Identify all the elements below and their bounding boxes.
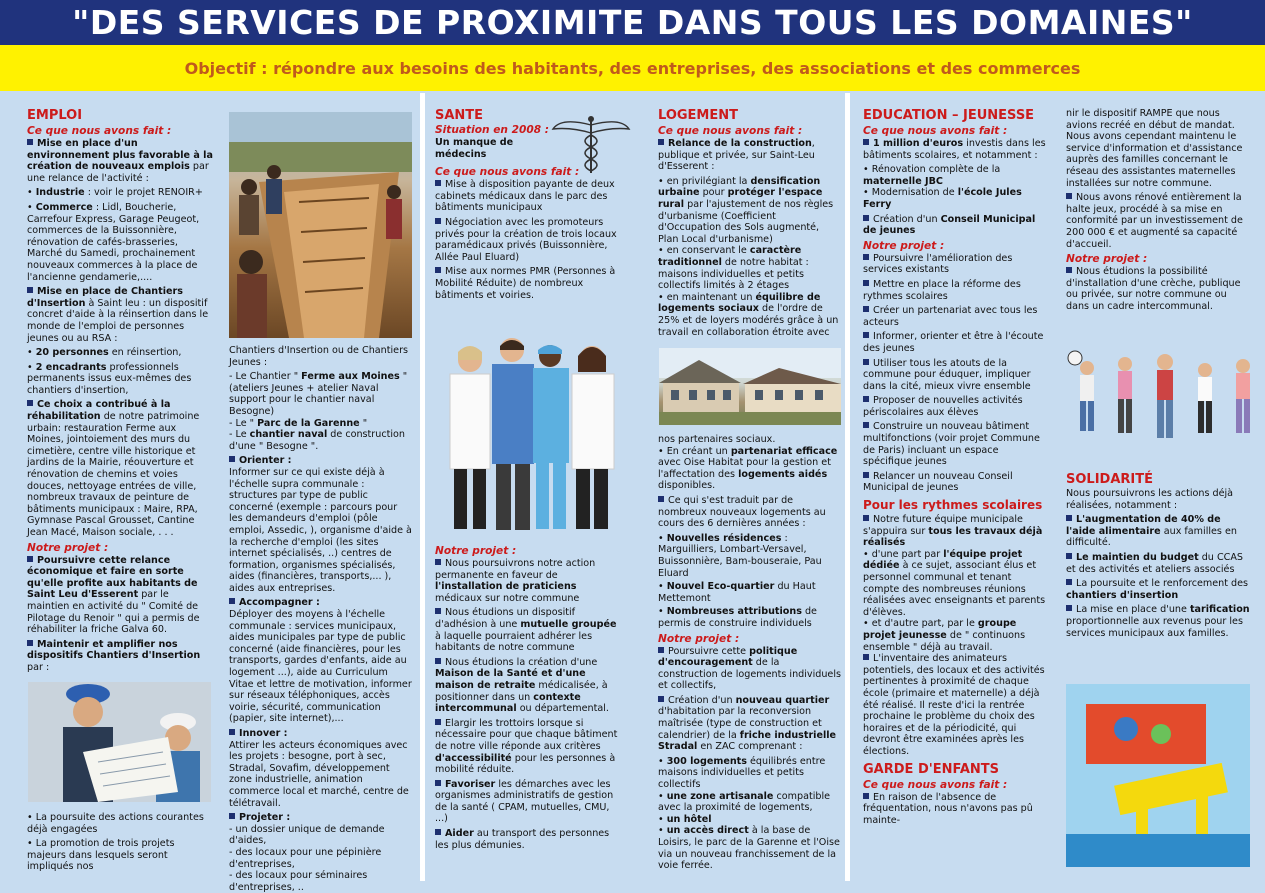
bullet-square-icon: [27, 556, 33, 562]
emploi-done-item: Ce choix a contribué à la réhabilitation de notre patrimoine urbain: restauration Ferme aux Moines, jointoiement des murs du cimetière, centre ville historique et jardins de la Mairie, réouverture et rénovation de chemins et voies douces, nettoyage entrées de ville, nombreux travaux de peinture de bâtiments municipaux : Maire, RPA, Gymnase Pascal Grousset, Cantine Jean Macé, Maison sociale, . . .: [27, 399, 200, 538]
education-project-item: Construire un nouveau bâtiment multifonctions (voir projet Commune de Paris) incluant un espace spécifique jeunes: [863, 421, 1040, 468]
emploi-list-item: • 2 encadrants professionnels permanents issus eux-mêmes des chantiers d'insertion,: [27, 361, 192, 396]
bullet-square-icon: [435, 658, 441, 664]
bullet-square-icon: [658, 139, 664, 145]
solidarite-heading: SOLIDARITÉ: [1066, 472, 1153, 487]
emploi2-intro: Chantiers d'Insertion ou de Chantiers Jeunes :: [229, 345, 409, 368]
emploi-project-item: Poursuivre cette relance économique et faire en sorte qu'elle profite aux habitants de Saint Leu d'Esserent par le maintien en activité du " Comité de Pilotage du Renoir " qui a permis de réhabiliter la friche Galva 60.: [27, 554, 200, 636]
garde-done-subheading: Ce que nous avons fait :: [863, 778, 1008, 791]
bullet-square-icon: [863, 306, 869, 312]
emploi-done-item: Mise en place de Chantiers d'Insertion à Saint leu : un dispositif concret d'aide à la réinsertion dans le monde de l'emploi de personnes jeunes ou au RSA :: [27, 286, 209, 344]
sante-manque: Un manque de médecins: [435, 137, 514, 160]
sante-column-bottom: [435, 543, 619, 878]
emploi-list-item: • La promotion de trois projets majeurs dans lesquels seront impliqués nos: [27, 838, 175, 873]
sante-done-item: Mise aux normes PMR (Personnes à Mobilité Réduite) de nombreux bâtiments et voiries.: [435, 266, 616, 301]
logement-list-item: • une zone artisanale compatible avec la proximité de logements,: [658, 790, 831, 814]
emploi-list-item: • Industrie : voir le projet RENOIR+: [27, 187, 203, 199]
children-photo: [1063, 346, 1258, 446]
rythmes-list-item: • d'une part par l'équipe projet dédiée à ce sujet, associant élus et personnel communal et tenant compte des nombreuses réunions réalisées avec enseignants et parents d'élèves.: [863, 548, 1046, 618]
logement-project-subheading: Notre projet :: [658, 632, 740, 645]
garde-continued: nir le dispositif RAMPE que nous avions recréé en début de mandat. Nous avons cependant maintenu le service d'information et d'assistance auprès des familles concernant le réseau des assistantes maternelles installées sur notre commune.: [1066, 108, 1243, 189]
emploi2-list-item: - Le " Parc de la Garenne ": [229, 417, 368, 429]
bullet-square-icon: [658, 696, 664, 702]
logement-list-item: • un accès direct à la base de Loisirs, le parc de la Garenne et l'Oise via un nouveau franchissement de la voie ferrée.: [658, 825, 840, 872]
bullet-square-icon: [863, 515, 869, 521]
emploi-done-item: Mise en place d'un environnement plus favorable à la création de nouveaux emplois par une relance de l'activité :: [27, 138, 213, 184]
projeter-item: - un dossier unique de demande d'aides,: [229, 823, 385, 847]
sante-done-item: Négociation avec les promoteurs privés pour la création de trois locaux paramédicaux privés (Buissonnière, Allée Paul Eluard): [435, 216, 617, 263]
page-title: "DES SERVICES DE PROXIMITE DANS TOUS LES DOMAINES": [72, 3, 1193, 42]
bullet-square-icon: [27, 139, 33, 145]
bullet-square-icon: [658, 647, 664, 653]
education-project-item: Créer un partenariat avec tous les acteurs: [863, 305, 1038, 328]
logement-list-item: • Nouvelles résidences : Marguilliers, Lombart-Versavel, Buissonnière, Bam-bouseraie, Pau Eluard: [658, 532, 822, 579]
logement-list-item: • 300 logements équilibrés entre maisons individuelles et petits collectifs: [658, 755, 826, 791]
emploi-continued-column: [229, 345, 413, 893]
solidarite-item: La mise en place d'une tarification proportionnelle aux revenus pour les services municipaux aux familles.: [1066, 604, 1250, 639]
garde-project-item: Nous étudions la possibilité d'installation d'une crèche, publique ou privée, sur notre commune ou dans un cadre intercommunal.: [1066, 266, 1241, 312]
logement-list-item: • En créant un partenariat efficace avec Oise Habitat pour la gestion et l'affectation des logements aidés disponibles.: [658, 445, 838, 492]
logement-list-item: • en conservant le caractère traditionnel de notre habitat : maisons individuelles et petits collectifs limités à 2 étages: [658, 245, 809, 292]
logement-list-item: • en maintenant un équilibre de logements sociaux de l'ordre de 25% et de loyers modérés grâce à un travail en collaboration étroite avec: [658, 291, 839, 338]
rythmes-item: Notre future équipe municipale s'appuira sur tous les travaux déjà réalisés: [863, 514, 1043, 549]
bullet-square-icon: [435, 719, 441, 725]
bullet-square-icon: [863, 139, 869, 145]
bullet-square-icon: [863, 359, 869, 365]
education-done-item: Création d'un Conseil Municipal de jeunes: [863, 213, 1036, 237]
workers-with-plans-illustration: [28, 682, 211, 802]
education-project-item: Mettre en place la réforme des rythmes scolaires: [863, 278, 1021, 302]
bullet-square-icon: [435, 559, 441, 565]
emploi-bottom-list: [27, 812, 213, 878]
sante-column-top: [435, 108, 619, 336]
logement-project-item: Poursuivre cette politique d'encouragement de la construction de logements individuels et collectifs,: [658, 645, 841, 692]
sante-project-item: Favoriser les démarches avec les organismes administratifs de gestion de la santé ( CPAM, mutuelles, CMU, ...): [435, 778, 614, 825]
accompagner-heading: Accompagner :: [229, 597, 413, 609]
daycare-toys-photo: [1066, 684, 1250, 867]
logement-list-item: • Nombreuses attributions de permis de construire individuels: [658, 606, 817, 629]
sante-project-item: Elargir les trottoirs lorsque si nécessaire pour que chaque bâtiment de notre ville réponde aux critères d'accessibilité pour les personnes à mobilité réduite.: [435, 717, 618, 776]
bullet-square-icon: [1066, 605, 1072, 611]
innover-text: Attirer les acteurs économiques avec les projets : besogne, port à sec, Stradal, Sovafim, développement zone industrielle, animation commerce local et marché, centre de télétravail.: [229, 739, 409, 809]
logement-continued: nos partenaires sociaux.: [658, 434, 776, 445]
solidarite-item: La poursuite et le renforcement des chantiers d'insertion: [1066, 578, 1249, 601]
solidarite-intro: Nous poursuivrons les actions déjà réalisées, notamment :: [1066, 488, 1234, 511]
logement-done-subheading: Ce que nous avons fait :: [658, 125, 803, 137]
bullet-square-icon: [229, 813, 235, 819]
sante-done-subheading: Ce que nous avons fait :: [435, 166, 580, 179]
sante-situation: Situation en 2008 :: [435, 124, 550, 136]
sante-project-item: Nous étudions la création d'une Maison de la Santé et d'une maison de retraite médicalisée, à positionner dans un contexte intercommunal ou départemental.: [435, 656, 609, 715]
projeter-item: - des locaux pour une pépinière d'entreprises,: [229, 846, 382, 870]
emploi2-list-item: - Le Chantier " Ferme aux Moines " (ateliers Jeunes + atelier Naval support pour le chantier naval Besogne): [229, 371, 408, 417]
garde-heading: GARDE D'ENFANTS: [863, 761, 1000, 777]
bullet-square-icon: [1066, 579, 1072, 585]
orienter-heading: Orienter :: [229, 455, 413, 467]
education-done-subheading: Ce que nous avons fait :: [863, 125, 1008, 137]
bullet-square-icon: [1066, 515, 1072, 521]
logement-heading: LOGEMENT: [658, 108, 738, 123]
education-project-item: Proposer de nouvelles activités périscolaires aux élèves: [863, 395, 1023, 418]
bullet-square-icon: [1066, 193, 1072, 199]
logement-column-top: [658, 108, 842, 344]
innover-heading: Innover :: [229, 728, 413, 740]
housing-photo: [659, 348, 841, 425]
education-continued-column: [1066, 108, 1252, 344]
rythmes-item: L'inventaire des animateurs potentiels, des locaux et des activités pertinentes à proximité de chaque école (primaire et maternelle) a déjà été réalisé. Il reste d'ici la rentrée prochaine le problème du choix des horaires et de la périodicité, qui devront être examinées après les élections.: [863, 653, 1045, 757]
bullet-square-icon: [863, 422, 869, 428]
bullet-square-icon: [229, 456, 235, 462]
emploi2-list-item: - Le chantier naval de construction d'une " Besogne ".: [229, 429, 405, 452]
bullet-square-icon: [863, 396, 869, 402]
bullet-square-icon: [863, 254, 869, 260]
logement-done-item: Relance de la construction, publique et privée, sur Saint-Leu d'Esserent :: [658, 138, 815, 173]
bullet-square-icon: [435, 608, 441, 614]
solidarite-column: [1066, 472, 1252, 672]
chantier-insertion-photo: [229, 112, 412, 338]
emploi-project-subheading: Notre projet :: [27, 541, 109, 554]
orienter-text: Informer sur ce qui existe déjà à l'échelle supra communale : structures par type de public concerné (exemple : parcours pour les demandeurs d'emploi (pôle emploi, Assedic, ), organisme d'aide à la recherche d'emploi (les sites internet spécialisés, ..) centres de formation, organismes spécialisés, aides (financières, transports,... ), aides aux entreprises.: [229, 466, 412, 594]
sante-project-item: Nous poursuivrons notre action permanente en faveur de l'installation de praticiens médicaux sur notre commune: [435, 558, 596, 604]
emploi-column: [27, 108, 213, 678]
sante-project-item: Nous étudions un dispositif d'adhésion à une mutuelle groupée à laquelle pourraient adhérer les habitants de notre commune: [435, 607, 617, 654]
bullet-square-icon: [863, 472, 869, 478]
education-project-item: Informer, orienter et être à l'écoute des jeunes: [863, 331, 1044, 354]
education-project-subheading: Notre projet :: [863, 239, 945, 252]
projeter-item: - des locaux pour séminaires d'entreprises, ..: [229, 870, 368, 893]
education-done-item: 1 million d'euros investis dans les bâtiments scolaires, et notamment :: [863, 138, 1046, 161]
logement-project-item: Création d'un nouveau quartier d'habitation par la reconversion maîtrisée (type de construction et calendrier) de la friche industrielle Stradal en ZAC comprenant :: [658, 694, 837, 753]
bullet-square-icon: [435, 218, 441, 224]
rythmes-heading: Pour les rythmes scolaires: [863, 498, 1043, 513]
logement-list-item: • Nouvel Eco-quartier du Haut Mettemont: [658, 581, 816, 604]
logement-list-item: • un hôtel: [658, 813, 712, 825]
children-illustration: [1063, 346, 1258, 446]
emploi-project-item: Maintenir et amplifier nos dispositifs Chantiers d'Insertion par :: [27, 638, 201, 673]
logement-column-bottom: [658, 434, 842, 878]
bullet-square-icon: [229, 598, 235, 604]
solidarite-item: Le maintien du budget du CCAS et des activités et ateliers associés: [1066, 551, 1243, 575]
emploi-done-subheading: Ce que nous avons fait :: [27, 125, 172, 137]
logement-done-item: Ce qui s'est traduit par de nombreux nouveaux logements au cours des 6 dernières années :: [658, 494, 826, 530]
garde-project-subheading: Notre projet :: [1066, 253, 1148, 266]
bullet-square-icon: [1066, 553, 1072, 559]
bullet-square-icon: [863, 280, 869, 286]
bullet-square-icon: [27, 400, 33, 406]
logement-list-item: • en privilégiant la densification urbaine pour protéger l'espace rural par l'ajustement de nos règles d'urbanisme (Coefficient d'Occupation des Sols augmenté, Plan Local d'urbanisme): [658, 175, 834, 245]
emploi-list-item: • Commerce : Lidl, Boucherie, Carrefour Express, Garage Peugeot, commerces de la Buissonnière, rénovation de cafés-brasseries, Marché du Samedi, prochainement nouveaux commerces à la place de l'ancienne gendamerie,....: [27, 201, 200, 283]
projeter-heading: Projeter :: [229, 812, 413, 824]
bullet-square-icon: [435, 829, 441, 835]
solidarite-item: L'augmentation de 40% de l'aide alimentaire aux familles en difficulté.: [1066, 514, 1237, 549]
medical-team-photo: [440, 338, 620, 538]
emploi-list-item: • 20 personnes en réinsertion,: [27, 347, 182, 359]
garde-item: En raison de l'absence de fréquentation, nous n'avons pas pû mainte-: [863, 791, 1033, 826]
accompagner-text: Déployer des moyens à l'échelle communale : services municipaux, aides municipales par type de public concerné (aide financières, pour les transports, gardes d'enfants, aide au logement ...), aide au Curriculum Vitae et lettre de motivation, informer sur réseaux téléphoniques, accès voirie, sécurité, communication (papier, site internet),...: [229, 609, 412, 725]
rythmes-list-item: • et d'autre part, par le groupe projet jeunesse de " continuons ensemble " déjà au travail.: [863, 618, 1026, 653]
bullet-square-icon: [1066, 267, 1072, 273]
engineers-photo: [28, 682, 211, 802]
education-project-item: Poursuivre l'amélioration des services existants: [863, 252, 1013, 276]
bullet-square-icon: [658, 496, 664, 502]
education-list-item: • Modernisation de l'école Jules Ferry: [863, 187, 1022, 210]
boat-workshop-illustration: [229, 112, 412, 338]
bullet-square-icon: [229, 729, 235, 735]
education-list-item: • Rénovation complète de la maternelle JBC: [863, 164, 1001, 187]
bullet-square-icon: [435, 267, 441, 273]
sante-project-item: Aider au transport des personnes les plus démunies.: [435, 828, 610, 851]
bullet-square-icon: [863, 215, 869, 221]
toys-illustration: [1066, 684, 1250, 867]
sante-heading: SANTE: [435, 108, 484, 123]
education-heading: EDUCATION – JEUNESSE: [863, 108, 1035, 123]
emploi-list-item: • La poursuite des actions courantes déjà engagées: [27, 812, 204, 835]
education-project-item: Utiliser tous les atouts de la commune pour éduquer, impliquer dans la cité, mieux vivre ensemble: [863, 357, 1031, 392]
education-column: [863, 108, 1048, 878]
doctors-illustration: [440, 338, 620, 538]
bullet-square-icon: [435, 180, 441, 186]
residence-illustration: [659, 348, 841, 425]
bullet-square-icon: [863, 654, 869, 660]
education-project-item: Relancer un nouveau Conseil Municipal de jeunes: [863, 470, 1013, 494]
bullet-square-icon: [863, 793, 869, 799]
garde-item: Nous avons rénové entièrement la halte jeux, procédé à sa mise en conformité par un investissement de 200 000 € et augmenté sa capacité d'accueil.: [1066, 192, 1243, 250]
subtitle-band: [0, 45, 1265, 91]
bullet-square-icon: [435, 780, 441, 786]
page-subtitle: Objectif : répondre aux besoins des habitants, des entreprises, des associations et des commerces: [184, 58, 1081, 78]
bullet-square-icon: [863, 332, 869, 338]
bullet-square-icon: [27, 640, 33, 646]
title-band: [0, 0, 1265, 45]
sante-project-subheading: Notre projet :: [435, 545, 517, 557]
emploi-heading: EMPLOI: [27, 108, 83, 123]
sante-done-item: Mise à disposition payante de deux cabinets médicaux dans le parc des bâtiments municipaux: [435, 179, 615, 214]
bullet-square-icon: [27, 287, 33, 293]
